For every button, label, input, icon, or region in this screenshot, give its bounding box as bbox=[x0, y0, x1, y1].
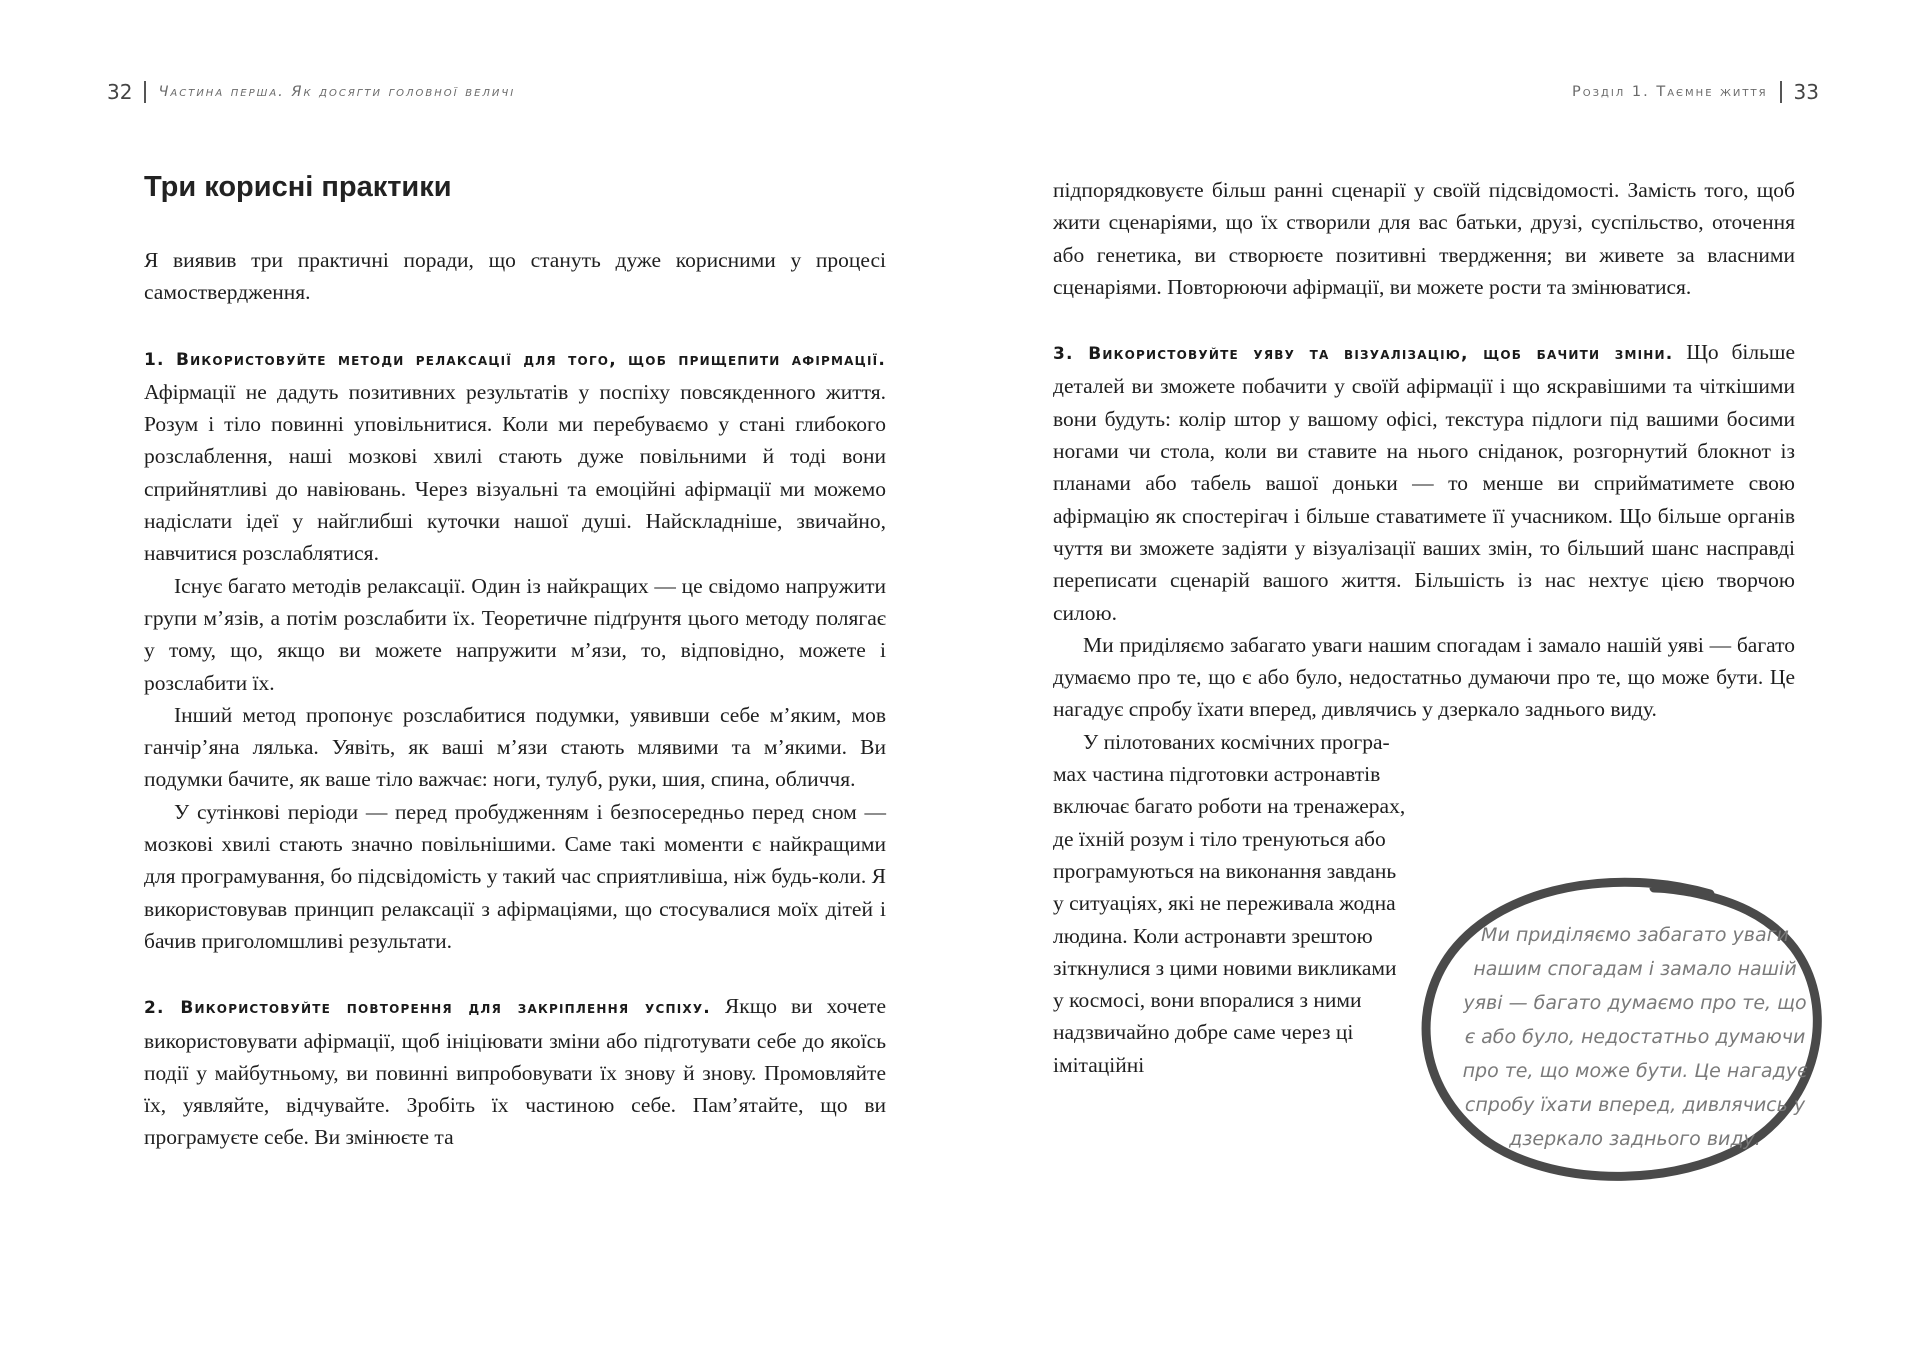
header-divider bbox=[144, 81, 146, 103]
left-page bbox=[144, 150, 886, 1154]
tip-3-text: Що більше деталей ви зможете побачити у своїй афірмації і що яскравішими та чіткішими вони будуть: колір штор у вашому офісі, текстура підлоги під вашими босими ногами чи стола, коли ви ставите на нього сніданок, розгорнутий блокнот із планами або табель вашої доньки — то менше ви сприйматимете свою афірмацію як спостерігач і більше ставатимете її учасником. Що більше органів чуття ви зможете задіяти у візуалізації ваших змін, то більший шанс насправді переписати сценарій вашого життя. Більшість із нас нехтує цією творчою силою. bbox=[1053, 340, 1795, 625]
left-running-header bbox=[107, 77, 515, 107]
right-header-title: Розділ 1. Таємне життя bbox=[1572, 84, 1768, 100]
left-header-title: Частина перша. Як досягти головної величі bbox=[158, 84, 516, 100]
pull-quote bbox=[1410, 872, 1830, 1192]
astronaut-paragraph: мах частина підготовки астронавтів включає багато роботи на тренажерах, де їхній розум і тіло тренуються або програмуються на виконання завдань у ситуаціях, які не переживала жодна людина. Коли астронавти зрештою зіткнулися з цими новими викликами у космосі, вони впоралися з ними надзвичайно добре саме через ці імітаційні bbox=[1053, 762, 1406, 1077]
right-running-header bbox=[1572, 77, 1819, 107]
astronaut-first-line: У пілотованих космічних програ- bbox=[1083, 729, 1390, 754]
memories-paragraph: Ми приділяємо забагато уваги нашим спогадам і замало нашій уяві — багато думаємо про те, що є або було, недостатньо думаючи про те, що може бути. Це нагадує спробу їхати вперед, дивлячись у дзеркало заднього виду. bbox=[1053, 632, 1795, 722]
relaxation-paragraph: Існує багато методів релаксації. Один із найкращих — це свідомо напружити групи м’язів, а потім розслабити їх. Теоретичне підґрунтя цього методу полягає у тому, що, якщо ви можете напружити м’язи, то, відповідно, можете і розслабити їх. bbox=[144, 573, 886, 695]
tip-2-paragraph bbox=[144, 990, 886, 1153]
header-divider bbox=[1780, 81, 1782, 103]
pull-quote-text: Ми приділяємо забагато уваги нашим спогадам і замало нашій уяві — багато думаємо про те, що є або було, недостатньо думаючи про те, що може бути. Це нагадує спробу їхати вперед, дивлячись у дзеркало заднього виду. bbox=[1462, 924, 1808, 1150]
twilight-paragraph: У сутінкові періоди — перед пробудженням і безпосередньо перед сном — мозкові хвилі стають значно повільнішими. Саме такі моменти є найкращими для програмування, бо підсвідомість у такий час сприятливіша, ніж будь-коли. Я використовував принцип релаксації з афірмаціями, що стосувалися моїх дітей і бачив приголомшливі результати. bbox=[144, 799, 886, 953]
intro-paragraph: Я виявив три практичні поради, що стануть дуже корисними у процесі самоствердження. bbox=[144, 248, 886, 305]
left-page-number: 32 bbox=[107, 80, 133, 104]
tip-1-text: Афірмації не дадуть позитивних результатів у поспіху повсякденного життя. Розум і тіло повинні уповільнитися. Коли ми перебуваємо у стані глибокого розслаблення, наші мозкові хвилі стають дуже повільними й тоді вони сприйнятливі до навіювань. Через візуальні та емоційні афірмації ми можемо надіслати ідеї у найглибші куточки нашої душі. Найскладніше, звичайно, навчитися розслаблятися. bbox=[144, 379, 886, 566]
tip-3-paragraph bbox=[1053, 336, 1795, 629]
tip-2-lead: 2. Використовуйте повторення для закріплення успіху. bbox=[144, 998, 711, 1019]
continuation-paragraph: підпорядковуєте більш ранні сценарії у своїй підсвідомості. Замість того, щоб жити сценаріями, що їх створили для вас батьки, друзі, суспільство, оточення або генетика, ви створюєте позитивні твердження; ви живете за власними сценаріями. Повторюючи афірмації, ви можете рости та змінюватися. bbox=[1053, 178, 1795, 299]
tip-2-text: Якщо ви хочете використовувати афірмації, щоб ініціювати зміни або підготувати себе до якоїсь події у майбутньому, ви повинні випробовувати їх знову й знову. Промовляйте їх, уявляйте, відчувайте. Зробіть їх частиною себе. Пам’ятайте, що ви програмуєте себе. Ви змінюєте та bbox=[144, 994, 886, 1150]
right-page-number: 33 bbox=[1793, 80, 1819, 104]
tip-1-paragraph bbox=[144, 342, 886, 570]
tip-1-lead: 1. Використовуйте методи релаксації для того, щоб прищепити афірмації. bbox=[144, 349, 886, 370]
rag-doll-paragraph: Інший метод пропонує розслабитися подумки, уявивши себе м’яким, мов ганчір’яна лялька. Уявіть, як ваші м’язи стають млявими та м’якими. Ви подумки бачите, як ваше тіло важчає: ноги, тулуб, руки, шия, спина, обличчя. bbox=[144, 702, 886, 792]
tip-3-lead: 3. Використовуйте уяву та візуалізацію, щоб бачити зміни. bbox=[1053, 344, 1674, 365]
section-heading: Три корисні практики bbox=[144, 171, 452, 203]
